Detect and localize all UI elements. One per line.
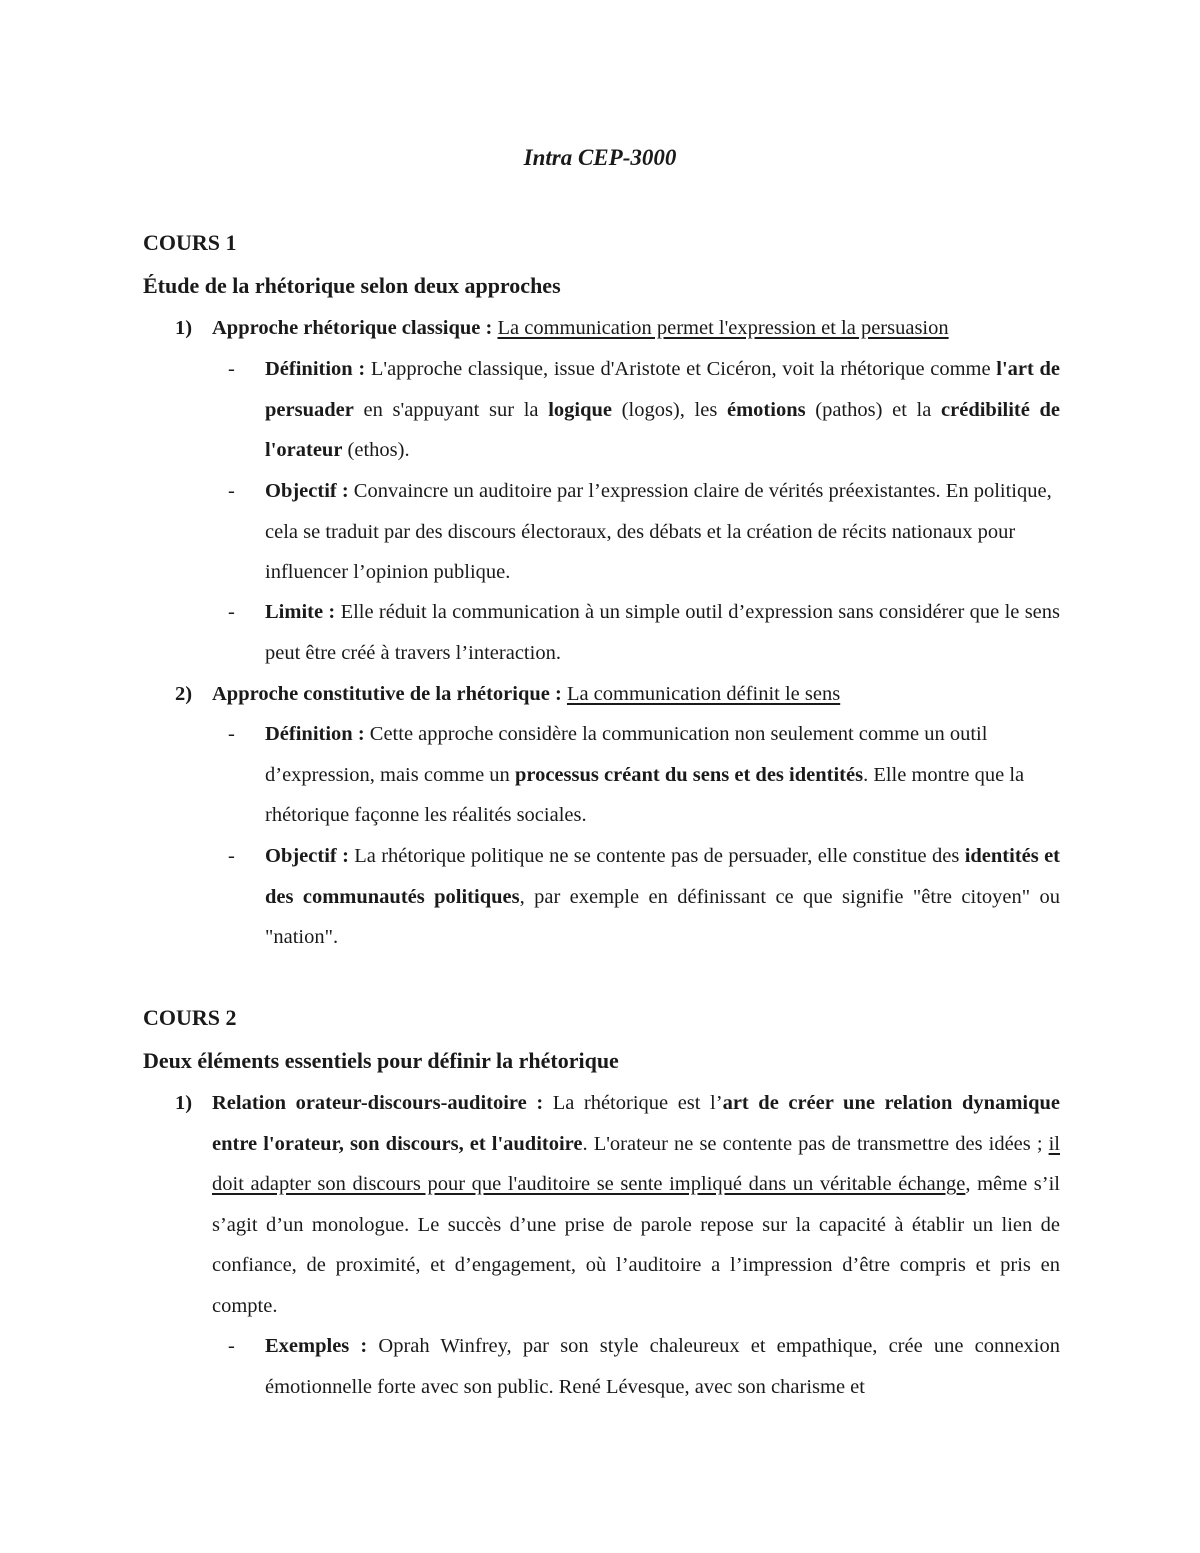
cours-1-heading: COURS 1	[143, 230, 237, 255]
definition-bold: émotions	[727, 398, 806, 421]
definition-text: . Elle montre que la rhétorique façonne les réalités sociales.	[265, 763, 1025, 826]
objectif-label: Objectif :	[265, 845, 349, 867]
definition-text: en s'appuyant sur la	[353, 398, 549, 421]
item-bold: art de créer une relation dynamique entre l'orateur, son discours, et l'auditoire	[212, 1092, 1060, 1155]
objectif-text: Convaincre un auditoire par l’expression claire de vérités préexistantes. En politique, cela se traduit par des discours électoraux, des débats et la création de récits nationaux pour influencer l’opinion publique.	[265, 480, 1052, 583]
definition-label: Définition :	[265, 723, 365, 745]
definition-text: L'approche classique, issue d'Aristote et Cicéron, voit la rhétorique comme	[365, 358, 997, 380]
cours-1-subheading: Étude de la rhétorique selon deux approches	[143, 273, 561, 298]
cours-1-item-2-definition	[228, 714, 1060, 836]
item-underlined: il doit adapter son discours pour que l'auditoire se sente impliqué dans un véritable échange	[212, 1132, 1060, 1195]
definition-bold: processus créant du sens et des identités	[514, 763, 864, 786]
definition-text: Cette approche considère la communication non seulement comme un outil d’expression, mais comme un	[265, 723, 988, 786]
item-tagline: La communication définit le sens	[566, 683, 841, 705]
document-title: Intra CEP-3000	[523, 145, 677, 170]
cours-1-item-2-objectif	[228, 836, 1060, 958]
item-tagline: La communication permet l'expression et la persuasion	[497, 317, 949, 339]
definition-text: (pathos) et la	[805, 398, 942, 421]
list-dash: -	[228, 601, 235, 623]
cours-2-subheading: Deux éléments essentiels pour définir la rhétorique	[143, 1048, 619, 1073]
objectif-text: La rhétorique politique ne se contente pas de persuader, elle constitue des	[348, 845, 965, 867]
cours-1-item-1-limite	[228, 592, 1060, 673]
item-label: Approche constitutive de la rhétorique :	[212, 683, 562, 705]
list-dash: -	[228, 845, 235, 867]
list-number: 2)	[175, 683, 193, 705]
list-dash: -	[228, 723, 235, 745]
item-text: . L'orateur ne se contente pas de transmettre des idées ;	[582, 1132, 1049, 1155]
list-dash: -	[228, 1335, 235, 1357]
objectif-bold: identités et des communautés politiques	[265, 845, 1061, 908]
cours-1-item-2	[175, 674, 1060, 715]
objectif-label: Objectif :	[265, 480, 349, 502]
item-label: Approche rhétorique classique :	[212, 317, 493, 339]
objectif-text: , par exemple en définissant ce que signifie "être citoyen" ou "nation".	[265, 885, 1060, 948]
definition-text: (logos), les	[612, 398, 727, 421]
cours-2-heading: COURS 2	[143, 1005, 237, 1030]
item-label: Relation orateur-discours-auditoire :	[212, 1092, 544, 1114]
list-dash: -	[228, 358, 235, 380]
item-text: La rhétorique est l’	[543, 1092, 723, 1114]
cours-1-item-1-definition	[228, 349, 1060, 471]
definition-text: (ethos).	[342, 439, 410, 461]
exemples-text: Oprah Winfrey, par son style chaleureux et empathique, crée une connexion émotionnelle forte avec son public. René Lévesque, avec son charisme et	[265, 1335, 1060, 1398]
list-number: 1)	[175, 1092, 193, 1114]
exemples-label: Exemples :	[265, 1335, 368, 1357]
list-dash: -	[228, 480, 235, 502]
cours-1-item-1-objectif	[228, 471, 1060, 593]
list-number: 1)	[175, 317, 193, 339]
definition-bold: l'art de persuader	[265, 358, 1060, 421]
definition-bold: logique	[548, 398, 612, 421]
limite-label: Limite :	[265, 601, 336, 623]
item-text: , même s’il s’agit d’un monologue. Le succès d’une prise de parole repose sur la capacité à établir un lien de confiance, de proximité, et d’engagement, où l’auditoire a l’impression d’être compris et pris en compte.	[212, 1173, 1060, 1317]
limite-text: Elle réduit la communication à un simple outil d’expression sans considérer que le sens peut être créé à travers l’interaction.	[265, 601, 1060, 664]
cours-1-item-1	[175, 308, 1060, 349]
definition-bold: crédibilité de l'orateur	[265, 398, 1061, 461]
cours-2-item-1	[175, 1083, 1060, 1326]
definition-label: Définition :	[265, 358, 366, 380]
cours-2-item-1-exemples	[228, 1326, 1060, 1407]
